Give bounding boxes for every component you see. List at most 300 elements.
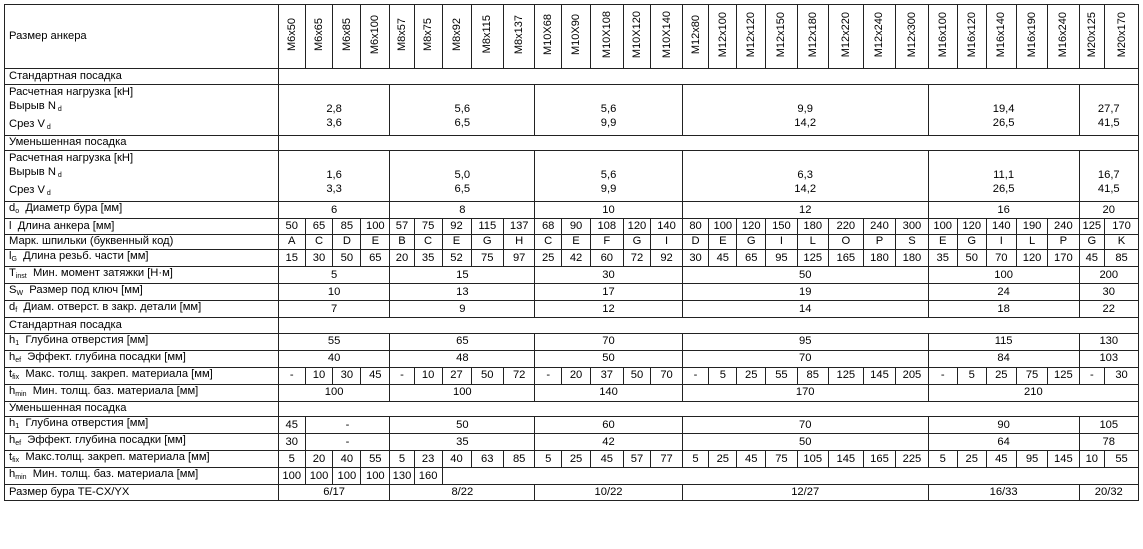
load-standard-group-cell [390, 84, 535, 135]
drill-diameter-label [5, 202, 279, 219]
anchor-length-cell: 100 [709, 219, 737, 235]
effective-depth-reduced-cell: 50 [682, 434, 928, 451]
max-fixture-thickness-standard-cell: 30 [1105, 367, 1139, 384]
effective-depth-standard-label [5, 350, 279, 367]
load-standard-value [1082, 89, 1136, 103]
drill-size-cell: 16/33 [928, 485, 1079, 501]
max-fixture-thickness-standard-cell: 45 [361, 367, 390, 384]
anchor-length-label [5, 219, 279, 235]
anchor-length-cell: 150 [766, 219, 797, 235]
stud-mark-cell: I [986, 234, 1016, 250]
load-standard-value: 19,4 [992, 102, 1015, 115]
max-fixture-thickness-reduced-cell: 23 [414, 451, 442, 468]
max-fixture-thickness-reduced-cell: 225 [896, 451, 928, 468]
fixture-hole-diameter-cell: 14 [682, 301, 928, 318]
anchor-length-cell: 108 [591, 219, 623, 235]
hole-depth-reduced-label [5, 417, 279, 434]
size-header-m6x50 [278, 5, 305, 69]
size-header-m10x108 [591, 5, 623, 69]
drill-diameter-cell: 10 [535, 202, 682, 219]
size-header-m12x80 [682, 5, 709, 69]
max-fixture-thickness-reduced-row [5, 451, 1139, 468]
max-fixture-thickness-standard-cell: 20 [562, 367, 591, 384]
stud-mark-cell: L [797, 234, 828, 250]
effective-depth-reduced-cell: 78 [1079, 434, 1138, 451]
size-header-m8x137 [504, 5, 535, 69]
max-fixture-thickness-reduced-label [5, 451, 279, 468]
thread-length-cell: 20 [390, 250, 414, 267]
anchor-length-cell: 140 [986, 219, 1016, 235]
anchor-length-symbol: l [9, 219, 12, 232]
thread-length-cell: 85 [1105, 250, 1139, 267]
size-header-m16x140 [986, 5, 1016, 69]
max-fixture-thickness-reduced-cell: 145 [1048, 451, 1079, 468]
anchor-length-cell: 240 [1048, 219, 1079, 235]
anchor-length-cell: 300 [896, 219, 928, 235]
max-fixture-thickness-standard-cell: - [390, 367, 414, 384]
size-header-m16x100 [928, 5, 957, 69]
load-reduced-value: 26,5 [992, 183, 1015, 195]
stud-mark-cell: P [1048, 234, 1079, 250]
fixture-hole-diameter-cell: 18 [928, 301, 1079, 318]
thread-length-cell: 95 [766, 250, 797, 267]
load-reduced-value: 1,6 [326, 169, 342, 181]
anchor-spec-table [4, 4, 1139, 501]
section-standard-2 [5, 318, 1139, 334]
load-standard-value: 2,8 [326, 102, 342, 115]
hole-depth-reduced-text: Глубина отверстия [мм] [25, 417, 149, 429]
thread-length-cell: 180 [896, 250, 928, 267]
thread-length-label [5, 250, 279, 267]
size-header-text: M6x85 [340, 17, 353, 52]
max-fixture-thickness-reduced-cell: 95 [1016, 451, 1047, 468]
stud-mark-cell: I [766, 234, 797, 250]
size-header-m6x100 [361, 5, 390, 69]
stud-mark-cell: L [1016, 234, 1047, 250]
hole-depth-standard-label [5, 333, 279, 350]
max-fixture-thickness-reduced-cell: 5 [390, 451, 414, 468]
max-fixture-thickness-standard-cell: 25 [737, 367, 766, 384]
load-reduced-value: 3,3 [326, 183, 342, 195]
size-header-m16x190 [1016, 5, 1047, 69]
max-fixture-thickness-standard-cell: 85 [797, 367, 828, 384]
thread-length-cell: 30 [682, 250, 709, 267]
load-standard-group-cell [682, 84, 928, 135]
thread-length-row [5, 250, 1139, 267]
anchor-length-row [5, 219, 1139, 235]
load-reduced-value [392, 155, 532, 169]
size-header-text: M12x180 [806, 11, 819, 58]
max-fixture-thickness-reduced-symbol: t [9, 451, 13, 463]
load-reduced-value: 14,2 [794, 183, 817, 195]
min-base-thickness-reduced-cell: 160 [414, 468, 442, 485]
wrench-size-cell: 24 [928, 284, 1079, 301]
max-fixture-thickness-standard-cell: - [535, 367, 562, 384]
thread-length-cell: 120 [1016, 250, 1047, 267]
effective-depth-standard-cell: 40 [278, 350, 389, 367]
load-standard-value [537, 89, 679, 103]
thread-length-cell: 97 [504, 250, 535, 267]
hole-depth-reduced-symbol-sub: 1 [15, 423, 20, 430]
size-header-m8x115 [471, 5, 503, 69]
wrench-size-symbol: S [9, 284, 17, 296]
size-header-text: M16x140 [995, 11, 1008, 58]
size-header-m6x65 [305, 5, 333, 69]
section-standard-empty [278, 69, 1138, 85]
thread-length-cell: 42 [562, 250, 591, 267]
load-standard-group-cell [928, 84, 1079, 135]
size-header-m12x240 [863, 5, 895, 69]
load-reduced-group-cell [278, 151, 389, 202]
load-symbol-sub: d [55, 172, 62, 179]
size-header-text: M10X90 [570, 14, 583, 55]
drill-diameter-text: Диаметр бура [мм] [25, 202, 123, 214]
stud-mark-cell: O [828, 234, 863, 250]
drill-size-cell: 10/22 [535, 485, 682, 501]
max-fixture-thickness-reduced-cell: 55 [361, 451, 390, 468]
max-fixture-thickness-standard-cell: 55 [766, 367, 797, 384]
anchor-length-cell: 57 [390, 219, 414, 235]
max-fixture-thickness-reduced-cell: 40 [333, 451, 361, 468]
load-reduced-value: 5,6 [600, 169, 617, 181]
size-header-text: M6x65 [313, 17, 326, 52]
max-fixture-thickness-standard-cell: 37 [591, 367, 623, 384]
effective-depth-reduced-text: Эффект. глубина посадки [мм] [27, 434, 186, 446]
max-fixture-thickness-standard-cell: - [928, 367, 957, 384]
size-header-m20x170 [1105, 5, 1139, 69]
fixture-hole-diameter-cell: 22 [1079, 301, 1138, 318]
effective-depth-reduced-cell: 64 [928, 434, 1079, 451]
thread-length-cell: 50 [957, 250, 986, 267]
drill-diameter-row [5, 202, 1139, 219]
hole-depth-standard-cell: 65 [390, 333, 535, 350]
thread-length-cell: 125 [797, 250, 828, 267]
hole-depth-reduced-cell: 105 [1079, 417, 1138, 434]
install-torque-symbol-sub: inst [15, 273, 27, 280]
effective-depth-reduced-cell: 35 [390, 434, 535, 451]
max-fixture-thickness-standard-cell: 72 [504, 367, 535, 384]
max-fixture-thickness-standard-cell: 30 [333, 367, 361, 384]
max-fixture-thickness-reduced-cell: 10 [1079, 451, 1105, 468]
section-standard-2-label: Стандартная посадка [5, 318, 279, 334]
min-base-thickness-reduced-label [5, 468, 279, 485]
anchor-length-cell: 85 [333, 219, 361, 235]
size-header-text: M10X140 [660, 10, 673, 59]
max-fixture-thickness-standard-cell: 75 [1016, 367, 1047, 384]
max-fixture-thickness-standard-cell: 50 [471, 367, 503, 384]
anchor-length-cell: 100 [928, 219, 957, 235]
max-fixture-thickness-standard-cell: 27 [442, 367, 471, 384]
stud-mark-cell: G [737, 234, 766, 250]
install-torque-cell: 5 [278, 267, 389, 284]
min-base-thickness-standard-symbol-sub: min [15, 390, 27, 398]
load-reduced-label-line: Срез V $_d$ [9, 184, 51, 197]
load-standard-value: 14,2 [794, 116, 817, 129]
size-header-m12x100 [709, 5, 737, 69]
load-standard-value [685, 89, 926, 103]
stud-mark-cell: I [651, 234, 682, 250]
anchor-spec-sheet [4, 4, 1139, 501]
load-reduced-label-line: Вырыв N $_d$ [9, 166, 62, 179]
stud-mark-cell: E [928, 234, 957, 250]
drill-diameter-symbol: d [9, 202, 16, 214]
stud-mark-cell: H [504, 234, 535, 250]
max-fixture-thickness-reduced-cell: 45 [591, 451, 623, 468]
anchor-length-cell: 80 [682, 219, 709, 235]
size-header-m12x120 [737, 5, 766, 69]
wrench-size-cell: 13 [390, 284, 535, 301]
min-base-thickness-reduced-cell: 130 [390, 468, 414, 485]
size-header-text: M8x115 [481, 15, 494, 54]
thread-length-symbol-sub: G [11, 256, 17, 263]
hole-depth-standard-cell: 55 [278, 333, 389, 350]
max-fixture-thickness-standard-cell: 10 [414, 367, 442, 384]
thread-length-cell: 35 [928, 250, 957, 267]
hole-depth-reduced-cell: 60 [535, 417, 682, 434]
hole-depth-reduced-cell: 45 [278, 417, 305, 434]
anchor-length-cell: 50 [278, 219, 305, 235]
stud-mark-cell: E [442, 234, 471, 250]
stud-mark-cell: G [471, 234, 503, 250]
size-header-m16x120 [957, 5, 986, 69]
effective-depth-reduced-cell: 42 [535, 434, 682, 451]
thread-length-cell: 92 [651, 250, 682, 267]
size-header-text: M16x120 [965, 11, 978, 58]
load-reduced-value: 41,5 [1097, 183, 1120, 195]
section-standard-2-empty [278, 318, 1138, 334]
stud-mark-cell: E [562, 234, 591, 250]
size-header-m8x75 [414, 5, 442, 69]
max-fixture-thickness-standard-cell: - [1079, 367, 1105, 384]
load-reduced-label [5, 151, 279, 202]
max-fixture-thickness-reduced-cell: 5 [535, 451, 562, 468]
max-fixture-thickness-standard-cell: 50 [623, 367, 651, 384]
hole-depth-standard-symbol-sub: 1 [15, 339, 20, 347]
anchor-length-cell: 137 [504, 219, 535, 235]
max-fixture-thickness-reduced-cell: 75 [766, 451, 797, 468]
anchor-length-cell: 190 [1016, 219, 1047, 235]
load-standard-row [5, 84, 1139, 135]
section-standard [5, 69, 1139, 85]
anchor-length-cell: 240 [863, 219, 895, 235]
stud-mark-label [5, 234, 279, 250]
load-standard-value: 41,5 [1097, 116, 1120, 129]
max-fixture-thickness-reduced-cell: 25 [562, 451, 591, 468]
anchor-length-cell: 100 [361, 219, 390, 235]
anchor-length-cell: 65 [305, 219, 333, 235]
wrench-size-cell: 19 [682, 284, 928, 301]
size-header-text: M8x75 [422, 17, 435, 52]
stud-mark-cell: D [682, 234, 709, 250]
max-fixture-thickness-reduced-cell: 165 [863, 451, 895, 468]
fixture-hole-diameter-label [5, 301, 279, 318]
drill-diameter-cell: 12 [682, 202, 928, 219]
install-torque-row [5, 267, 1139, 284]
load-reduced-group-cell [390, 151, 535, 202]
hole-depth-standard-symbol: h [9, 333, 16, 346]
stud-mark-row [5, 234, 1139, 250]
load-reduced-value: 16,7 [1097, 169, 1120, 181]
stud-mark-cell: F [591, 234, 623, 250]
load-symbol-sub: d [55, 105, 62, 113]
size-header-m12x150 [766, 5, 797, 69]
hole-depth-standard-cell: 95 [682, 333, 928, 350]
install-torque-label [5, 267, 279, 284]
stud-mark-cell: G [957, 234, 986, 250]
max-fixture-thickness-standard-symbol-sub: fix [12, 373, 20, 381]
size-header-m12x220 [828, 5, 863, 69]
anchor-length-cell: 220 [828, 219, 863, 235]
min-base-thickness-standard-row [5, 384, 1139, 401]
min-base-thickness-reduced-empty [442, 468, 1138, 485]
load-reduced-group-cell [1079, 151, 1138, 202]
effective-depth-standard-cell: 84 [928, 350, 1079, 367]
effective-depth-reduced-label [5, 434, 279, 451]
anchor-length-cell: 90 [562, 219, 591, 235]
header-label: Размер анкера [5, 5, 279, 69]
max-fixture-thickness-reduced-cell: 77 [651, 451, 682, 468]
thread-length-cell: 170 [1048, 250, 1079, 267]
hole-depth-reduced-symbol: h [9, 417, 16, 429]
max-fixture-thickness-standard-symbol: t [9, 367, 13, 380]
max-fixture-thickness-standard-cell: 70 [651, 367, 682, 384]
size-header-text: M16x240 [1057, 11, 1070, 58]
max-fixture-thickness-standard-cell: 5 [957, 367, 986, 384]
max-fixture-thickness-standard-cell: 10 [305, 367, 333, 384]
header-row [5, 5, 1139, 69]
min-base-thickness-standard-cell: 100 [278, 384, 389, 401]
size-header-m10x68 [535, 5, 562, 69]
load-reduced-value: 6,5 [454, 183, 471, 195]
load-standard-label-line: Срез V $_d$ [9, 117, 51, 131]
load-reduced-value [931, 155, 1077, 169]
fixture-hole-diameter-text: Диам. отверст. в закр. детали [мм] [23, 301, 202, 313]
stud-mark-cell: S [896, 234, 928, 250]
drill-diameter-cell: 16 [928, 202, 1079, 219]
min-base-thickness-standard-label [5, 384, 279, 401]
max-fixture-thickness-reduced-cell: 20 [305, 451, 333, 468]
hole-depth-reduced-cell: 70 [682, 417, 928, 434]
fixture-hole-diameter-symbol: d [9, 301, 16, 313]
drill-size-cell: 20/32 [1079, 485, 1138, 501]
size-header-text: M12x120 [745, 11, 758, 58]
thread-length-cell: 65 [361, 250, 390, 267]
load-reduced-value [281, 155, 387, 169]
install-torque-symbol: T [9, 267, 16, 279]
thread-length-cell: 165 [828, 250, 863, 267]
stud-mark-cell: G [1079, 234, 1105, 250]
drill-size-row [5, 485, 1139, 501]
load-reduced-value [1082, 155, 1136, 169]
hole-depth-standard-cell: 115 [928, 333, 1079, 350]
thread-length-cell: 25 [535, 250, 562, 267]
fixture-hole-diameter-row [5, 301, 1139, 318]
size-header-m10x90 [562, 5, 591, 69]
effective-depth-standard-cell: 103 [1079, 350, 1138, 367]
size-header-text: M20x125 [1085, 11, 1098, 58]
min-base-thickness-reduced-cell: 100 [278, 468, 305, 485]
thread-length-cell: 35 [414, 250, 442, 267]
fixture-hole-diameter-cell: 7 [278, 301, 389, 318]
thread-length-text: Длина резьб. части [мм] [23, 250, 149, 262]
load-reduced-group-cell [682, 151, 928, 202]
size-header-text: M16x100 [936, 11, 949, 58]
wrench-size-cell: 30 [1079, 284, 1138, 301]
thread-length-cell: 15 [278, 250, 305, 267]
fixture-hole-diameter-symbol-sub: f [15, 307, 18, 314]
anchor-length-cell: 120 [623, 219, 651, 235]
install-torque-text: Мин. момент затяжки [Н·м] [32, 267, 173, 279]
load-standard-value: 9,9 [797, 102, 813, 115]
min-base-thickness-reduced-text: Мин. толщ. баз. материала [мм] [32, 468, 199, 480]
load-standard-value: 27,7 [1097, 102, 1120, 115]
anchor-length-cell: 68 [535, 219, 562, 235]
section-reduced-label: Уменьшенная посадка [5, 135, 279, 151]
size-header-m8x92 [442, 5, 471, 69]
max-fixture-thickness-reduced-cell: 25 [957, 451, 986, 468]
stud-mark-cell: A [278, 234, 305, 250]
min-base-thickness-standard-text: Мин. толщ. баз. материала [мм] [32, 384, 199, 397]
max-fixture-thickness-standard-cell: 5 [709, 367, 737, 384]
hole-depth-standard-cell: 70 [535, 333, 682, 350]
min-base-thickness-standard-symbol: h [9, 384, 16, 397]
hole-depth-standard-row [5, 333, 1139, 350]
max-fixture-thickness-reduced-cell: 40 [442, 451, 471, 468]
load-standard-value: 6,5 [454, 116, 471, 129]
install-torque-cell: 100 [928, 267, 1079, 284]
load-reduced-value: 6,3 [797, 169, 813, 181]
size-header-text: M10X120 [630, 10, 643, 59]
size-header-text: M6x100 [369, 14, 382, 55]
section-reduced-empty [278, 135, 1138, 151]
stud-mark-cell: C [535, 234, 562, 250]
hole-depth-reduced-cell: 90 [928, 417, 1079, 434]
load-reduced-label-line: Расчетная нагрузка [кН] [9, 152, 134, 164]
anchor-length-cell: 92 [442, 219, 471, 235]
thread-length-cell: 65 [737, 250, 766, 267]
size-header-text: M8x92 [450, 17, 463, 52]
effective-depth-reduced-cell: - [305, 434, 390, 451]
max-fixture-thickness-standard-text: Макс. толщ. закреп. материала [мм] [25, 367, 213, 380]
stud-mark-cell: G [623, 234, 651, 250]
anchor-length-cell: 170 [1105, 219, 1139, 235]
size-header-text: M12x80 [689, 14, 702, 55]
effective-depth-reduced-cell: 30 [278, 434, 305, 451]
stud-mark-cell: P [863, 234, 895, 250]
size-header-text: M12x100 [716, 11, 729, 58]
hole-depth-standard-cell: 130 [1079, 333, 1138, 350]
thread-length-cell: 75 [471, 250, 503, 267]
load-reduced-group-cell [928, 151, 1079, 202]
load-standard-label-line: Расчетная нагрузка [кН] [9, 85, 134, 98]
min-base-thickness-reduced-cell: 100 [305, 468, 333, 485]
size-header-text: M10X108 [600, 10, 613, 59]
max-fixture-thickness-standard-cell: 125 [1048, 367, 1079, 384]
size-header-m16x240 [1048, 5, 1079, 69]
effective-depth-reduced-symbol-sub: ef [15, 440, 22, 447]
drill-size-label: Размер бура TE-CX/YX [5, 485, 279, 501]
anchor-length-cell: 140 [651, 219, 682, 235]
load-standard-value [281, 89, 387, 103]
load-standard-value: 3,6 [326, 116, 342, 129]
anchor-length-cell: 120 [957, 219, 986, 235]
section-reduced-2-label: Уменьшенная посадка [5, 401, 279, 417]
max-fixture-thickness-standard-cell: 25 [986, 367, 1016, 384]
load-standard-group-cell [1079, 84, 1138, 135]
fixture-hole-diameter-cell: 12 [535, 301, 682, 318]
drill-diameter-cell: 8 [390, 202, 535, 219]
effective-depth-standard-row [5, 350, 1139, 367]
